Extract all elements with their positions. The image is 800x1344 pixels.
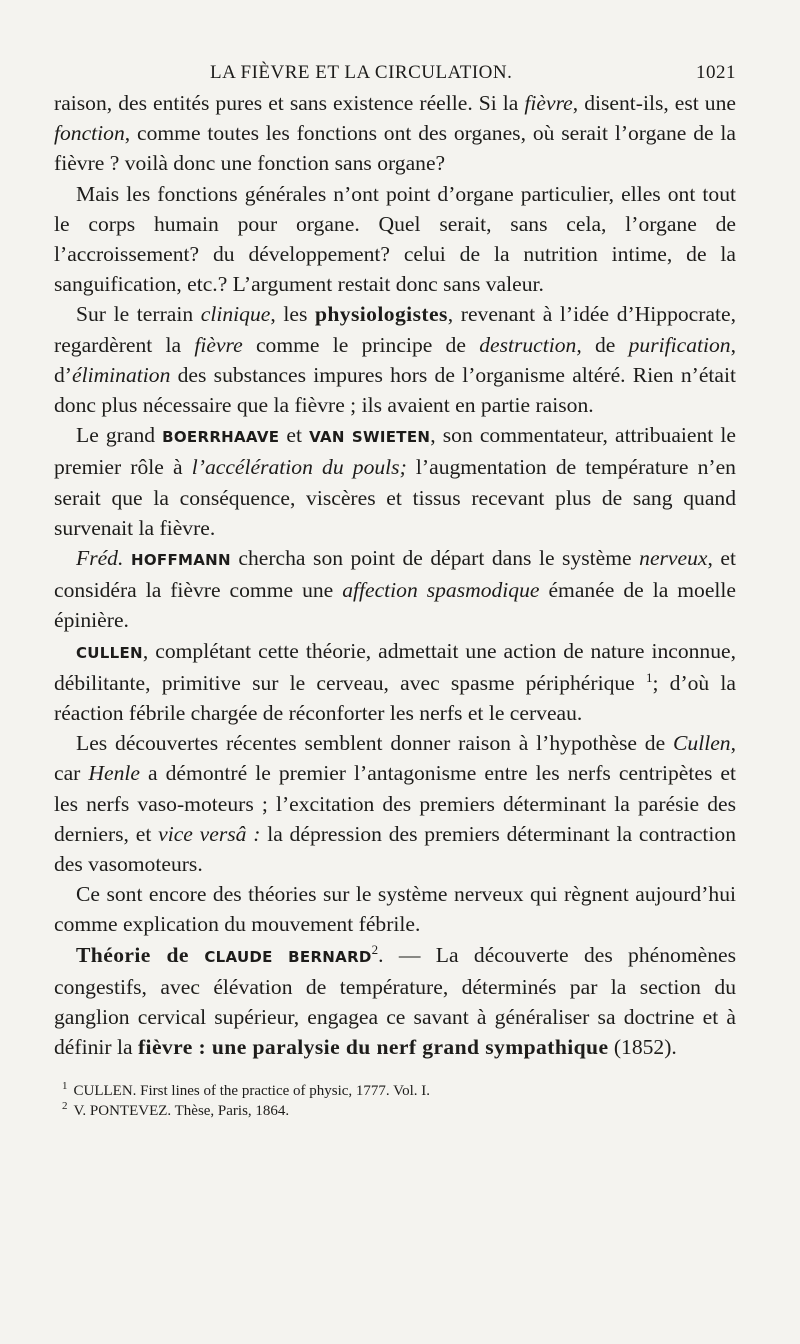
footnote: $^1$ CULLEN. First lines of the practice of physic, 1777. Vol. I. xyxy=(62,1079,430,1099)
paragraph: Ce sont encore des théories sur le système nerveux qui règnent aujourd’hui comme explication du mouvement fébrile. xyxy=(54,882,736,937)
paragraph: raison, des entités pures et sans existence réelle. Si la fièvre, disent-ils, est une fonction, comme toutes les fonctions ont des organes, où serait l’organe de la fièvre ? voilà donc une fonction sans organe? xyxy=(54,91,736,176)
page-header xyxy=(54,58,736,88)
book-page xyxy=(54,58,736,1121)
paragraph: Mais les fonctions générales n’ont point d’organe particulier, elles ont tout le corps humain pour organe. Quel serait, sans cela, l’organe de l’accroissement? du développement? celui de la nutrition intime, de la sanguification, etc.? L’argument restait donc sans valeur. xyxy=(54,181,736,297)
paragraph: CULLEN, complétant cette théorie, admettait une action de nature inconnue, débilitante, primitive sur le cerveau, avec spasme périphérique $^1$; d’où la réaction fébrile chargée de réconforter les nerfs et le cerveau. xyxy=(54,638,736,726)
paragraph: Sur le terrain clinique, les physiologistes, revenant à l’idée d’Hippocrate, regardèrent la fièvre comme le principe de destruction, de purification, d’élimination des substances impures hors de l’organisme altéré. Rien n’était donc plus nécessaire que la fièvre ; ils avaient en partie raison. xyxy=(54,302,737,418)
paragraph: Les découvertes récentes semblent donner raison à l’hypothèse de Cullen, car Henle a démontré le premier l’antagonisme entre les nerfs centripètes et les nerfs vaso-moteurs ; l’excitation des premiers déterminant la parésie des derniers, et vice versâ : la dépression des premiers déterminant la contraction des vasomoteurs. xyxy=(54,731,737,877)
section-heading-paragraph: Théorie de CLAUDE BERNARD$^2$. — La découverte des phénomènes congestifs, avec élévation de température, déterminés par la section du ganglion cervical supérieur, engagea ce savant à généraliser sa doctrine et à définir la fièvre : une paralysie du nerf grand sympathique (1852). xyxy=(54,941,736,1060)
paragraph: Le grand BOERRHAAVE et VAN SWIETEN, son commentateur, attribuaient le premier rôle à l’accélération du pouls; l’augmentation de température n’en serait que la conséquence, viscères et tissus recevant plus de sang quand survenait la fièvre. xyxy=(54,423,736,540)
paragraph: Fréd. HOFFMANN chercha son point de départ dans le système nerveux, et considéra la fièvre comme une affection spasmodique émanée de la moelle épinière. xyxy=(54,546,736,633)
page-number: 1021 xyxy=(696,62,736,83)
footnote-ref: 2 xyxy=(371,941,379,957)
body-text xyxy=(54,88,736,1063)
footnotes xyxy=(54,1081,736,1121)
footnote-ref: 1 xyxy=(645,669,653,685)
running-title: LA FIÈVRE ET LA CIRCULATION. xyxy=(210,62,513,83)
footnote: $^2$ V. PONTEVEZ. Thèse, Paris, 1864. xyxy=(62,1099,290,1119)
